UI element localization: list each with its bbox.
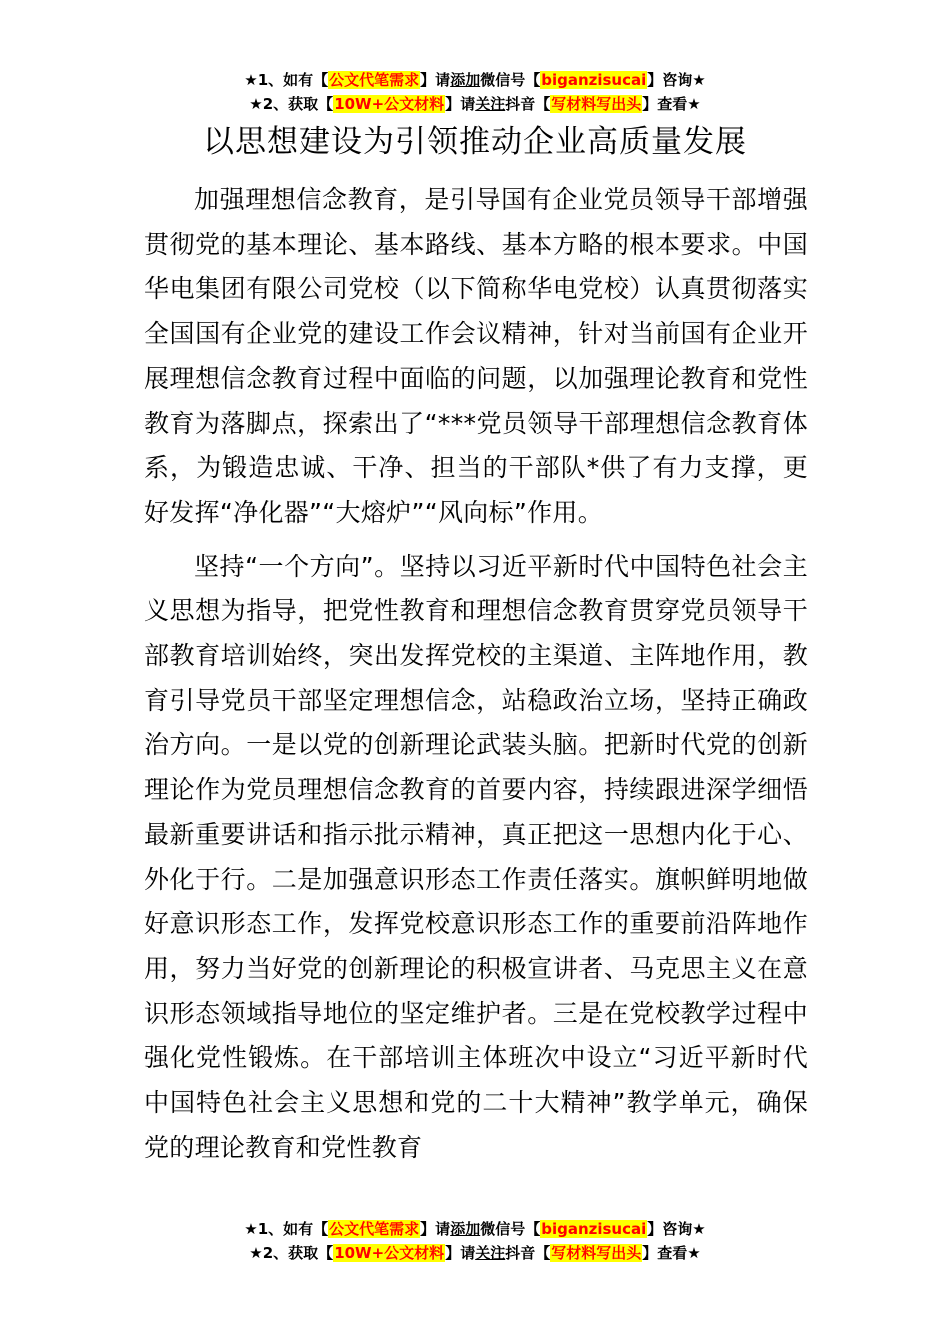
- banner-highlight: biganzisucai: [541, 71, 647, 89]
- banner-text: 】查看★: [642, 1244, 701, 1262]
- document-title: 以思想建设为引领推动企业高质量发展: [203, 124, 747, 160]
- banner-text: 】请: [420, 1220, 451, 1238]
- banner-underlined-text: 关注: [475, 1244, 506, 1262]
- banner-highlight: 10W+公文材料: [334, 95, 445, 113]
- banner-highlight: 写材料写出头: [551, 1244, 642, 1262]
- banner-underlined-text: 添加: [450, 1220, 481, 1238]
- banner-text: 】请: [420, 71, 451, 89]
- banner-text: 】咨询★: [647, 1220, 706, 1238]
- banner-line-1: [0, 1217, 950, 1241]
- banner-text: ★1、如有【: [244, 1220, 329, 1238]
- banner-line-1: [0, 68, 950, 92]
- banner-text: 抖音【: [505, 95, 551, 113]
- banner-text: ★2、获取【: [249, 95, 334, 113]
- paragraph-2: 坚持“一个方向”。坚持以习近平新时代中国特色社会主义思想为指导，把党性教育和理想信念教育贯穿党员领导干部教育培训始终，突出发挥党校的主渠道、主阵地作用，教育引导党员干部坚定理想信念，站稳政治立场，坚持正确政治方向。一是以党的创新理论武装头脑。把新时代党的创新理论作为党员理想信念教育的首要内容，持续跟进深学细悟最新重要讲话和指示批示精神，真正把这一思想内化于心、外化于行。二是加强意识形态工作责任落实。旗帜鲜明地做好意识形态工作，发挥党校意识形态工作的重要前沿阵地作用，努力当好党的创新理论的积极宣讲者、马克思主义在意识形态领域指导地位的坚定维护者。三是在党校教学过程中强化党性锻炼。在干部培训主体班次中设立“习近平新时代中国特色社会主义思想和党的二十大精神”教学单元，确保党的理论教育和党性教育: [144, 551, 808, 1162]
- banner-highlight: 10W+公文材料: [334, 1244, 445, 1262]
- banner-underlined-text: 关注: [475, 95, 506, 113]
- banner-underlined-text: 添加: [450, 71, 481, 89]
- banner-text: 微信号【: [480, 71, 541, 89]
- paragraph-1: 加强理想信念教育，是引导国有企业党员领导干部增强贯彻党的基本理论、基本路线、基本方略的根本要求。中国华电集团有限公司党校（以下简称华电党校）认真贯彻落实全国国有企业党的建设工作会议精神，针对当前国有企业开展理想信念教育过程中面临的问题，以加强理论教育和党性教育为落脚点，探索出了“***党员领导干部理想信念教育体系，为锻造忠诚、干净、担当的干部队*供了有力支撑，更好发挥“净化器”“大熔炉”“风向标”作用。: [144, 185, 808, 527]
- banner-highlight: 公文代笔需求: [329, 71, 420, 89]
- banner-line-2: [0, 92, 950, 116]
- header-banner: [0, 68, 950, 116]
- banner-text: 】查看★: [642, 95, 701, 113]
- banner-highlight: 公文代笔需求: [329, 1220, 420, 1238]
- banner-text: ★2、获取【: [249, 1244, 334, 1262]
- document-body: [144, 178, 808, 1170]
- banner-text: 微信号【: [480, 1220, 541, 1238]
- banner-line-2: [0, 1241, 950, 1265]
- footer-banner: [0, 1217, 950, 1265]
- banner-text: 】请: [445, 1244, 476, 1262]
- banner-text: 】咨询★: [647, 71, 706, 89]
- banner-highlight: biganzisucai: [541, 1220, 647, 1238]
- banner-text: ★1、如有【: [244, 71, 329, 89]
- banner-text: 】请: [445, 95, 476, 113]
- banner-text: 抖音【: [505, 1244, 551, 1262]
- banner-highlight: 写材料写出头: [551, 95, 642, 113]
